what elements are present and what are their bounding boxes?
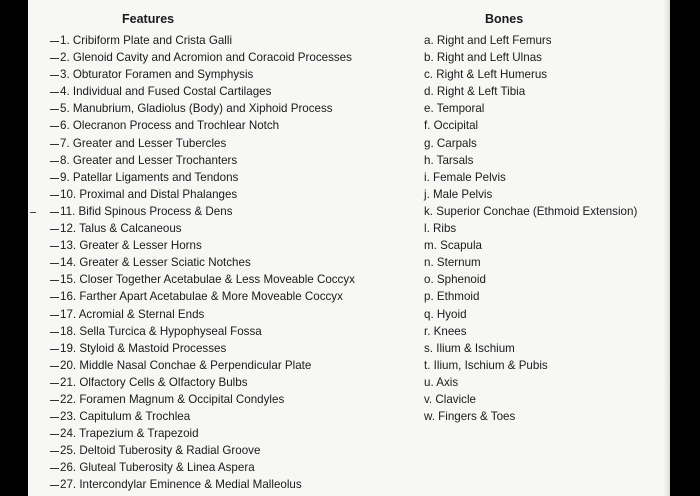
feature-item: 22. Foramen Magnum & Occipital Condyles [50,391,355,408]
feature-item: 23. Capitulum & Trochlea [50,408,355,425]
answer-blank[interactable] [50,451,59,452]
answer-blank[interactable] [50,144,59,145]
feature-item: 21. Olfactory Cells & Olfactory Bulbs [50,374,355,391]
answer-blank[interactable] [50,229,59,230]
feature-item: 6. Olecranon Process and Trochlear Notch [50,117,355,134]
answer-blank[interactable] [50,349,59,350]
features-list [50,32,355,494]
answer-blank[interactable] [50,58,59,59]
feature-item: 8. Greater and Lesser Trochanters [50,152,355,169]
feature-item: 1. Cribiform Plate and Crista Galli [50,32,355,49]
bone-item: e. Temporal [424,102,485,116]
bone-item: i. Female Pelvis [424,170,506,184]
feature-item: 9. Patellar Ligaments and Tendons [50,169,355,186]
feature-item: 17. Acromial & Sternal Ends [50,306,355,323]
feature-item: 19. Styloid & Mastoid Processes [50,340,355,357]
bone-item: a. Right and Left Femurs [424,34,552,47]
feature-item: 5. Manubrium, Gladiolus (Body) and Xiphoid Process [50,100,355,117]
bone-item: o. Sphenoid [424,273,486,287]
feature-item: 4. Individual and Fused Costal Cartilages [50,83,355,100]
answer-blank[interactable] [50,126,59,127]
feature-item: 2. Glenoid Cavity and Acromion and Coracoid Processes [50,49,355,66]
bone-item: f. Occipital [424,119,479,133]
feature-item: 13. Greater & Lesser Horns [50,237,355,254]
bone-item: p. Ethmoid [424,290,480,304]
bone-item: s. Ilium & Ischium [424,341,515,355]
feature-item: 10. Proximal and Distal Phalanges [50,186,355,203]
answer-blank[interactable] [50,195,59,196]
answer-blank[interactable] [50,280,59,281]
answer-blank[interactable] [50,332,59,333]
feature-item: 12. Talus & Calcaneous [50,220,355,237]
feature-item: 3. Obturator Foramen and Symphysis [50,66,355,83]
bone-item: j. Male Pelvis [424,187,493,201]
feature-item: 27. Intercondylar Eminence & Medial Malleolus [50,476,355,493]
answer-blank[interactable] [50,468,59,469]
answer-blank[interactable] [50,263,59,264]
bone-item: q. Hyoid [424,307,467,321]
answer-blank[interactable] [50,161,59,162]
bone-item: n. Sternum [424,256,481,270]
bone-item: h. Tarsals [424,153,474,167]
feature-item: 24. Trapezium & Trapezoid [50,425,355,442]
bone-item: b. Right and Left Ulnas [424,51,542,65]
feature-item: 25. Deltoid Tuberosity & Radial Groove [50,442,355,459]
worksheet [28,0,670,496]
bone-item: v. Clavicle [424,392,476,406]
bone-item: k. Superior Conchae (Ethmoid Extension) [424,204,638,218]
bone-item: m. Scapula [424,239,482,253]
answer-blank[interactable] [50,383,59,384]
answer-blank[interactable] [50,297,59,298]
bone-item: w. Fingers & Toes [424,410,516,424]
feature-item: 20. Middle Nasal Conchae & Perpendicular Plate [50,357,355,374]
answer-blank[interactable] [50,315,59,316]
answer-blank[interactable] [50,75,59,76]
answer-blank[interactable] [50,92,59,93]
answer-blank[interactable] [50,434,59,435]
feature-item: 16. Farther Apart Acetabulae & More Moveable Coccyx [50,288,355,305]
feature-item: 7. Greater and Lesser Tubercles [50,135,355,152]
bone-item: g. Carpals [424,136,477,150]
answer-blank[interactable] [50,417,59,418]
answer-blank[interactable] [50,109,59,110]
page-edge-shadow [664,0,670,496]
answer-blank[interactable] [50,366,59,367]
bone-item: t. Ilium, Ischium & Pubis [424,358,548,372]
bone-item: d. Right & Left Tibia [424,85,526,99]
answer-blank[interactable] [50,41,59,42]
bone-item: u. Axis [424,375,459,389]
margin-mark [30,212,36,213]
answer-blank[interactable] [50,178,59,179]
feature-item: 18. Sella Turcica & Hypophyseal Fossa [50,323,355,340]
bones-heading: Bones [485,12,524,26]
answer-blank[interactable] [50,400,59,401]
feature-item: 14. Greater & Lesser Sciatic Notches [50,254,355,271]
feature-item: 11. Bifid Spinous Process & Dens [50,203,355,220]
answer-blank[interactable] [50,485,59,486]
bone-item: r. Knees [424,324,467,338]
answer-blank[interactable] [50,212,59,213]
feature-item: 15. Closer Together Acetabulae & Less Moveable Coccyx [50,271,355,288]
bone-item: c. Right & Left Humerus [424,68,548,82]
features-heading: Features [122,12,175,26]
feature-item: 26. Gluteal Tuberosity & Linea Aspera [50,459,355,476]
bones-list [424,32,637,425]
answer-blank[interactable] [50,246,59,247]
bone-item: l. Ribs [424,222,457,236]
